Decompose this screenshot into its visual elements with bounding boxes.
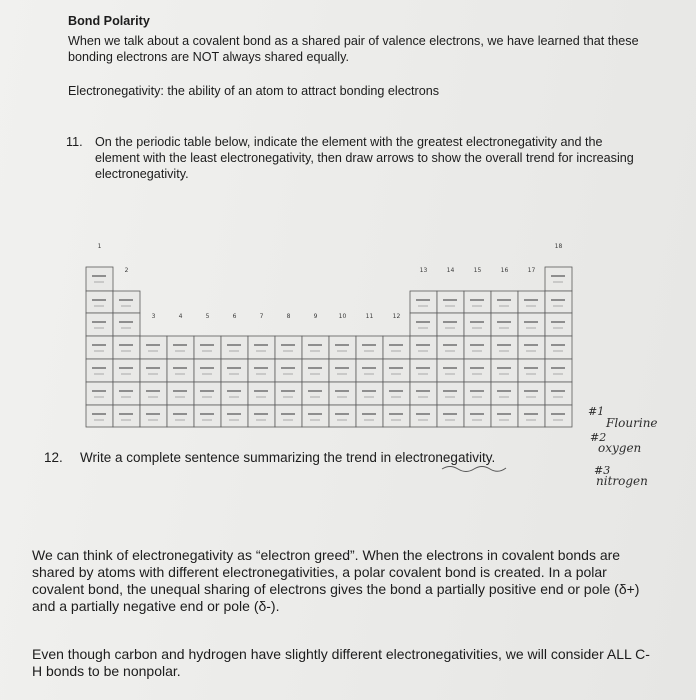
element-cell-period-7 [167, 405, 194, 427]
element-cell-period-7 [221, 405, 248, 427]
question-12-text: Write a complete sentence summarizing the trend in electronegativity. [80, 450, 496, 465]
element-cell-period-7 [518, 405, 545, 427]
element-cell-period-6 [437, 382, 464, 405]
element-cell-period-4 [329, 336, 356, 359]
element-cell-period-4 [383, 336, 410, 359]
element-cell-period-2 [491, 291, 518, 313]
element-cell-period-5 [140, 359, 167, 382]
annotation-element-2: oxygen [598, 441, 642, 455]
element-cell-period-6 [113, 382, 140, 405]
element-cell-period-7 [248, 405, 275, 427]
element-cell-period-6 [86, 382, 113, 405]
element-cell-period-4 [302, 336, 329, 359]
element-cell-period-5 [383, 359, 410, 382]
element-cell-period-7 [275, 405, 302, 427]
element-cell-period-4 [356, 336, 383, 359]
element-cell-period-7 [545, 405, 572, 427]
element-cell-period-6 [194, 382, 221, 405]
element-cell-period-5 [437, 359, 464, 382]
element-cell-period-2 [437, 291, 464, 313]
group-number-label: 6 [232, 313, 237, 320]
group-number-label: 2 [124, 267, 129, 274]
element-cell-period-3 [437, 313, 464, 336]
element-cell-period-5 [167, 359, 194, 382]
element-cell-period-7 [113, 405, 140, 427]
element-cell-period-6 [248, 382, 275, 405]
group-number-label: 13 [419, 267, 428, 274]
element-cell-period-5 [194, 359, 221, 382]
element-cell-period-6 [221, 382, 248, 405]
element-cell-period-6 [329, 382, 356, 405]
group-number-label: 4 [178, 313, 183, 320]
element-cell-period-4 [248, 336, 275, 359]
element-cell-period-5 [302, 359, 329, 382]
element-cell-period-4 [464, 336, 491, 359]
element-cell-period-4 [518, 336, 545, 359]
element-cell-period-6 [140, 382, 167, 405]
element-cell-period-5 [545, 359, 572, 382]
element-cell-H [86, 267, 113, 291]
element-cell-period-3 [410, 313, 437, 336]
element-cell-period-4 [275, 336, 302, 359]
element-cell-period-4 [167, 336, 194, 359]
element-cell-period-5 [248, 359, 275, 382]
annotation-rank-1: #1 [588, 405, 605, 418]
element-cell-period-6 [545, 382, 572, 405]
element-cell-period-7 [329, 405, 356, 427]
element-cell-period-4 [437, 336, 464, 359]
group-number-label: 16 [500, 267, 509, 274]
element-cell-period-4 [410, 336, 437, 359]
group-number-label: 7 [259, 313, 264, 320]
element-cell-period-2 [86, 291, 113, 313]
element-cell-He [545, 267, 572, 291]
element-cell-period-5 [275, 359, 302, 382]
group-number-label: 17 [527, 267, 536, 274]
element-cell-period-5 [221, 359, 248, 382]
element-cell-period-2 [518, 291, 545, 313]
element-cell-period-5 [113, 359, 140, 382]
element-cell-period-4 [86, 336, 113, 359]
element-cell-period-2 [464, 291, 491, 313]
question-11-number: 11. [66, 135, 83, 149]
element-cell-period-6 [491, 382, 518, 405]
element-cell-period-5 [518, 359, 545, 382]
group-number-label: 9 [313, 313, 318, 320]
annotation-element-3: nitrogen [596, 474, 648, 488]
question-11-text: On the periodic table below, indicate the element with the greatest electronegativity and the element with the least electronegativity, then draw arrows to show the overall trend for increasing electronegativity. [95, 135, 634, 181]
element-cell-period-7 [194, 405, 221, 427]
section-heading: Bond Polarity [68, 14, 150, 28]
element-cell-period-4 [194, 336, 221, 359]
group-number-label: 8 [286, 313, 291, 320]
handwritten-squiggle [440, 463, 520, 473]
carbon-hydrogen-paragraph: Even though carbon and hydrogen have slightly different electronegativities, we will consider ALL C-H bonds to be nonpolar. [32, 646, 650, 679]
element-cell-period-7 [464, 405, 491, 427]
element-cell-period-7 [356, 405, 383, 427]
group-number-label: 10 [338, 313, 347, 320]
element-cell-period-3 [518, 313, 545, 336]
group-number-label: 14 [446, 267, 455, 274]
element-cell-period-3 [464, 313, 491, 336]
element-cell-period-4 [140, 336, 167, 359]
element-cell-period-3 [113, 313, 140, 336]
element-cell-period-5 [410, 359, 437, 382]
element-cell-period-5 [464, 359, 491, 382]
element-cell-period-6 [383, 382, 410, 405]
element-cell-period-4 [491, 336, 518, 359]
element-cell-period-6 [302, 382, 329, 405]
element-cell-period-5 [86, 359, 113, 382]
element-cell-period-6 [356, 382, 383, 405]
question-12-number: 12. [44, 450, 63, 465]
element-cell-period-7 [491, 405, 518, 427]
group-number-label: 15 [473, 267, 482, 274]
element-cell-period-6 [167, 382, 194, 405]
element-cell-period-4 [113, 336, 140, 359]
element-cell-period-6 [275, 382, 302, 405]
group-number-label: 1 [97, 243, 102, 250]
group-number-label: 5 [205, 313, 210, 320]
intro-paragraph: When we talk about a covalent bond as a shared pair of valence electrons, we have learned that these bonding electrons are NOT always shared equally. [68, 34, 639, 64]
element-cell-period-5 [329, 359, 356, 382]
annotation-rank-3: #3 [594, 464, 611, 477]
group-number-label: 12 [392, 313, 401, 320]
element-cell-period-6 [518, 382, 545, 405]
element-cell-period-3 [491, 313, 518, 336]
group-number-label: 18 [554, 243, 563, 250]
element-cell-period-4 [221, 336, 248, 359]
group-number-label: 3 [151, 313, 156, 320]
element-cell-period-7 [410, 405, 437, 427]
element-cell-period-5 [491, 359, 518, 382]
element-cell-period-7 [437, 405, 464, 427]
element-cell-period-3 [86, 313, 113, 336]
element-cell-period-2 [545, 291, 572, 313]
element-cell-period-4 [545, 336, 572, 359]
element-cell-period-2 [410, 291, 437, 313]
element-cell-period-7 [302, 405, 329, 427]
electronegativity-definition: Electronegativity: the ability of an atom to attract bonding electrons [68, 84, 440, 98]
annotation-rank-2: #2 [590, 431, 607, 444]
element-cell-period-6 [410, 382, 437, 405]
annotation-element-1: Flourine [606, 416, 658, 430]
electron-greed-paragraph: We can think of electronegativity as “electron greed”. When the electrons in covalent bonds are shared by atoms with different electronegativities, a polar covalent bond is created. In a polar covalent bond, the unequal sharing of electrons gives the bond a partially positive end or pole (δ+) and a partially negative end or pole (δ-). [32, 547, 640, 614]
group-number-label: 11 [365, 313, 374, 320]
element-cell-period-7 [383, 405, 410, 427]
element-cell-period-6 [464, 382, 491, 405]
element-cell-period-7 [140, 405, 167, 427]
element-cell-period-3 [545, 313, 572, 336]
element-cell-period-2 [113, 291, 140, 313]
element-cell-period-5 [356, 359, 383, 382]
element-cell-period-7 [86, 405, 113, 427]
